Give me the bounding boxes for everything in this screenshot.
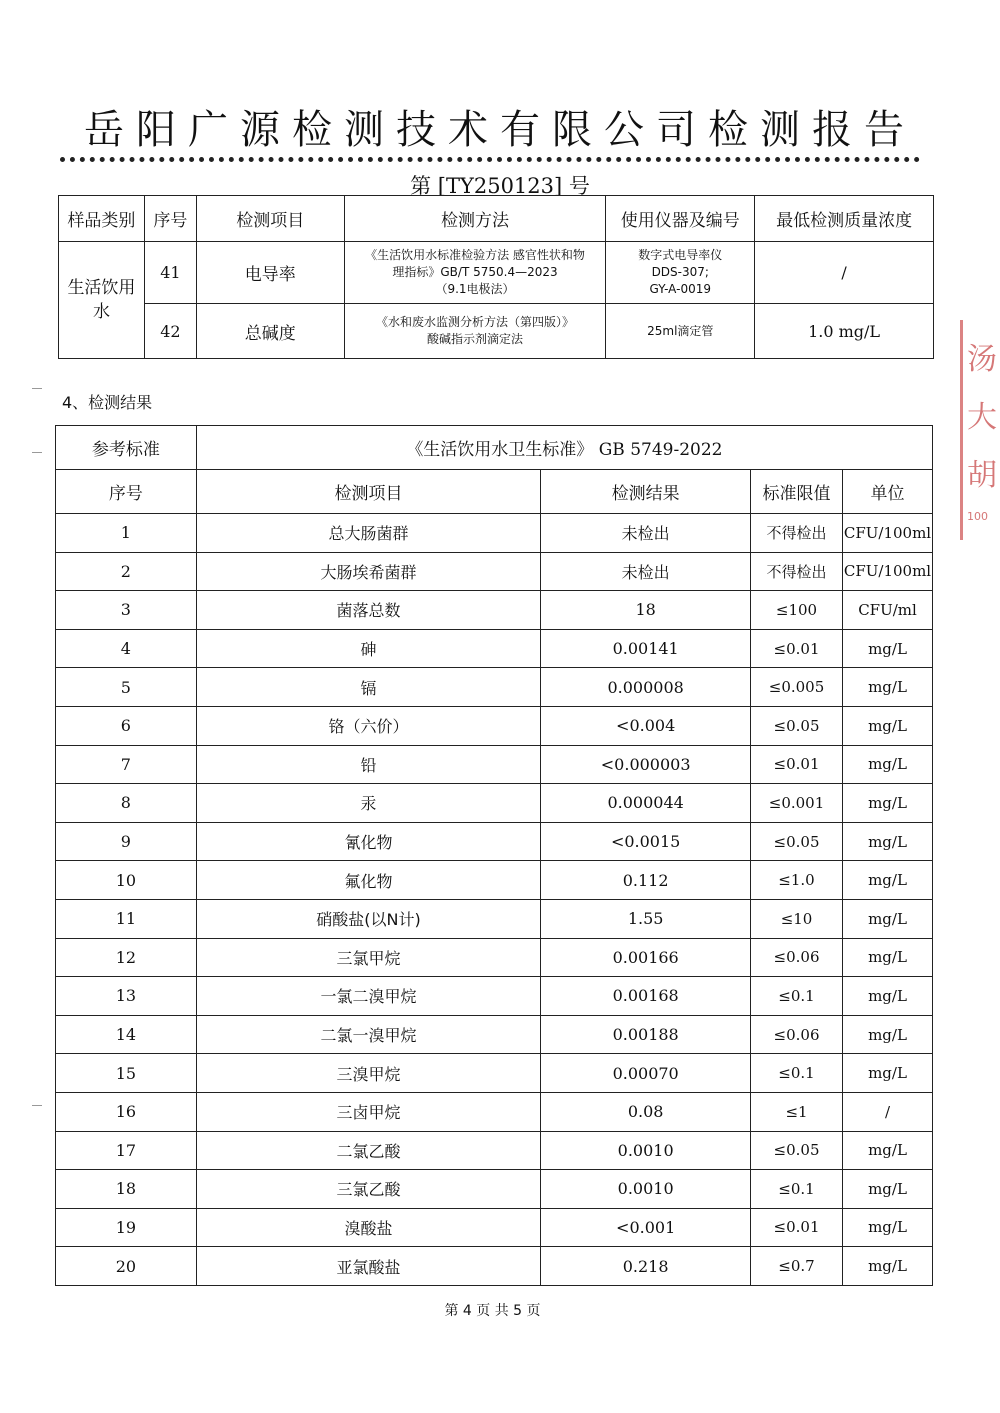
unit: mg/L	[842, 668, 932, 707]
instrument	[606, 304, 755, 359]
row-number: 8	[56, 784, 197, 823]
test-result: 0.00141	[541, 629, 751, 668]
row-number: 14	[56, 1015, 197, 1054]
test-result: 0.08	[541, 1092, 751, 1131]
detection-limit: /	[755, 242, 934, 304]
row-number: 17	[56, 1131, 197, 1170]
reference-row	[56, 426, 933, 470]
unit: mg/L	[842, 706, 932, 745]
standard-limit: ≤0.01	[751, 745, 843, 784]
test-item: 二氯一溴甲烷	[196, 1015, 540, 1054]
standard-limit: ≤0.01	[751, 629, 843, 668]
row-number: 2	[56, 552, 197, 591]
col-header: 最低检测质量浓度	[755, 196, 934, 242]
method-line: 理指标》GB/T 5750.4—2023	[392, 265, 558, 279]
instrument	[606, 242, 755, 304]
test-item: 硝酸盐(以N计)	[196, 899, 540, 938]
result-row	[56, 1247, 933, 1286]
col-header: 序号	[56, 470, 197, 514]
unit: CFU/100ml	[842, 514, 932, 553]
instrument-line: DDS-307;	[651, 265, 709, 279]
method-table	[58, 195, 934, 359]
col-header: 标准限值	[751, 470, 843, 514]
row-number: 18	[56, 1170, 197, 1209]
stamp-fragment: 100	[967, 510, 988, 523]
result-row	[56, 938, 933, 977]
test-item: 三溴甲烷	[196, 1054, 540, 1093]
test-result: 18	[541, 591, 751, 630]
standard-limit: ≤0.06	[751, 938, 843, 977]
row-number: 4	[56, 629, 197, 668]
method-row	[59, 304, 934, 359]
row-number: 1	[56, 514, 197, 553]
test-item: 汞	[196, 784, 540, 823]
standard-limit: ≤0.1	[751, 977, 843, 1016]
standard-limit: ≤0.01	[751, 1208, 843, 1247]
test-item: 大肠埃希菌群	[196, 552, 540, 591]
unit: mg/L	[842, 745, 932, 784]
unit: mg/L	[842, 1054, 932, 1093]
report-number: 第 [TY250123] 号	[410, 174, 590, 198]
result-row	[56, 822, 933, 861]
test-item: 三氯乙酸	[196, 1170, 540, 1209]
standard-limit: ≤100	[751, 591, 843, 630]
test-result: 0.00168	[541, 977, 751, 1016]
result-row	[56, 514, 933, 553]
test-result: 0.0010	[541, 1170, 751, 1209]
test-item: 氟化物	[196, 861, 540, 900]
col-header: 使用仪器及编号	[606, 196, 755, 242]
result-row	[56, 1054, 933, 1093]
margin-mark	[32, 452, 42, 453]
result-row	[56, 1092, 933, 1131]
dotted-divider	[60, 157, 920, 162]
col-header: 检测项目	[196, 470, 540, 514]
test-item: 砷	[196, 629, 540, 668]
col-header: 样品类别	[59, 196, 145, 242]
row-number: 41	[144, 242, 196, 304]
test-result: 0.000008	[541, 668, 751, 707]
stamp-glyph: 汤	[967, 342, 997, 377]
stamp-glyph: 胡	[967, 458, 997, 493]
detection-limit: 1.0 mg/L	[755, 304, 934, 359]
test-item: 总碱度	[196, 304, 344, 359]
test-result: 0.218	[541, 1247, 751, 1286]
test-item: 总大肠菌群	[196, 514, 540, 553]
unit: mg/L	[842, 629, 932, 668]
standard-limit: ≤10	[751, 899, 843, 938]
test-result: 0.00188	[541, 1015, 751, 1054]
result-row	[56, 899, 933, 938]
row-number: 11	[56, 899, 197, 938]
standard-limit: ≤0.005	[751, 668, 843, 707]
test-item: 电导率	[196, 242, 344, 304]
row-number: 7	[56, 745, 197, 784]
standard-limit: ≤1.0	[751, 861, 843, 900]
result-row	[56, 745, 933, 784]
result-row	[56, 1131, 933, 1170]
result-table-header	[56, 470, 933, 514]
standard-limit: ≤0.05	[751, 822, 843, 861]
col-header: 检测方法	[344, 196, 606, 242]
unit: mg/L	[842, 784, 932, 823]
row-number: 42	[144, 304, 196, 359]
unit: mg/L	[842, 861, 932, 900]
row-number: 13	[56, 977, 197, 1016]
standard-limit: ≤0.001	[751, 784, 843, 823]
test-result: 0.00070	[541, 1054, 751, 1093]
margin-mark	[32, 1105, 42, 1106]
test-result: 未检出	[541, 552, 751, 591]
test-result: 1.55	[541, 899, 751, 938]
test-item: 二氯乙酸	[196, 1131, 540, 1170]
row-number: 12	[56, 938, 197, 977]
result-row	[56, 706, 933, 745]
unit: mg/L	[842, 1170, 932, 1209]
row-number: 6	[56, 706, 197, 745]
col-header: 检测结果	[541, 470, 751, 514]
result-rows	[56, 514, 933, 1286]
standard-limit: ≤1	[751, 1092, 843, 1131]
sample-category: 生活饮用水	[59, 242, 145, 359]
test-item: 铬（六价）	[196, 706, 540, 745]
col-header: 单位	[842, 470, 932, 514]
result-row	[56, 861, 933, 900]
row-number: 9	[56, 822, 197, 861]
test-result: 0.000044	[541, 784, 751, 823]
unit: mg/L	[842, 822, 932, 861]
unit: mg/L	[842, 938, 932, 977]
report-title: 岳阳广源检测技术有限公司检测报告	[84, 107, 916, 153]
instrument-line: GY-A-0019	[649, 282, 711, 296]
result-row	[56, 591, 933, 630]
instrument-line: 数字式电导率仪	[638, 248, 723, 262]
test-item: 铅	[196, 745, 540, 784]
unit: mg/L	[842, 977, 932, 1016]
test-result: 0.00166	[541, 938, 751, 977]
test-method	[344, 242, 606, 304]
standard-limit: 不得检出	[751, 552, 843, 591]
test-result: 0.112	[541, 861, 751, 900]
row-number: 10	[56, 861, 197, 900]
unit: mg/L	[842, 899, 932, 938]
result-row	[56, 629, 933, 668]
col-header: 序号	[144, 196, 196, 242]
row-number: 5	[56, 668, 197, 707]
stamp-glyph: 大	[967, 400, 997, 435]
red-seal-stamp	[960, 320, 1000, 540]
result-row	[56, 552, 933, 591]
test-item: 镉	[196, 668, 540, 707]
col-header: 检测项目	[196, 196, 344, 242]
result-row	[56, 1015, 933, 1054]
unit: mg/L	[842, 1247, 932, 1286]
result-row	[56, 784, 933, 823]
method-line: （9.1电极法）	[435, 282, 515, 296]
standard-limit: ≤0.05	[751, 706, 843, 745]
test-result: 0.0010	[541, 1131, 751, 1170]
test-item: 溴酸盐	[196, 1208, 540, 1247]
standard-limit: 不得检出	[751, 514, 843, 553]
section-heading: 4、检测结果	[62, 393, 153, 412]
result-table	[55, 425, 933, 1286]
standard-limit: ≤0.06	[751, 1015, 843, 1054]
row-number: 20	[56, 1247, 197, 1286]
row-number: 16	[56, 1092, 197, 1131]
method-row	[59, 242, 934, 304]
test-item: 三卤甲烷	[196, 1092, 540, 1131]
row-number: 15	[56, 1054, 197, 1093]
test-result: 未检出	[541, 514, 751, 553]
instrument-line: 25ml滴定管	[647, 323, 714, 338]
test-method	[344, 304, 606, 359]
unit: CFU/ml	[842, 591, 932, 630]
test-result: <0.000003	[541, 745, 751, 784]
test-result: <0.001	[541, 1208, 751, 1247]
result-row	[56, 1170, 933, 1209]
test-item: 亚氯酸盐	[196, 1247, 540, 1286]
test-item: 一氯二溴甲烷	[196, 977, 540, 1016]
reference-label: 参考标准	[56, 426, 197, 470]
test-result: <0.004	[541, 706, 751, 745]
result-row	[56, 1208, 933, 1247]
method-line: 《水和废水监测分析方法（第四版）》	[375, 315, 574, 329]
unit: mg/L	[842, 1015, 932, 1054]
result-row	[56, 668, 933, 707]
margin-mark	[32, 388, 42, 389]
result-row	[56, 977, 933, 1016]
unit: mg/L	[842, 1208, 932, 1247]
unit: mg/L	[842, 1131, 932, 1170]
method-table-header	[59, 196, 934, 242]
unit: /	[842, 1092, 932, 1131]
standard-limit: ≤0.05	[751, 1131, 843, 1170]
method-line: 酸碱指示剂滴定法	[426, 332, 523, 346]
test-item: 氰化物	[196, 822, 540, 861]
test-item: 三氯甲烷	[196, 938, 540, 977]
unit: CFU/100ml	[842, 552, 932, 591]
row-number: 19	[56, 1208, 197, 1247]
row-number: 3	[56, 591, 197, 630]
method-line: 《生活饮用水标准检验方法 感官性状和物	[365, 248, 585, 262]
test-item: 菌落总数	[196, 591, 540, 630]
standard-limit: ≤0.1	[751, 1054, 843, 1093]
standard-limit: ≤0.7	[751, 1247, 843, 1286]
reference-standard: 《生活饮用水卫生标准》 GB 5749-2022	[196, 426, 932, 470]
page-footer: 第 4 页 共 5 页	[444, 1303, 541, 1319]
standard-limit: ≤0.1	[751, 1170, 843, 1209]
test-result: <0.0015	[541, 822, 751, 861]
